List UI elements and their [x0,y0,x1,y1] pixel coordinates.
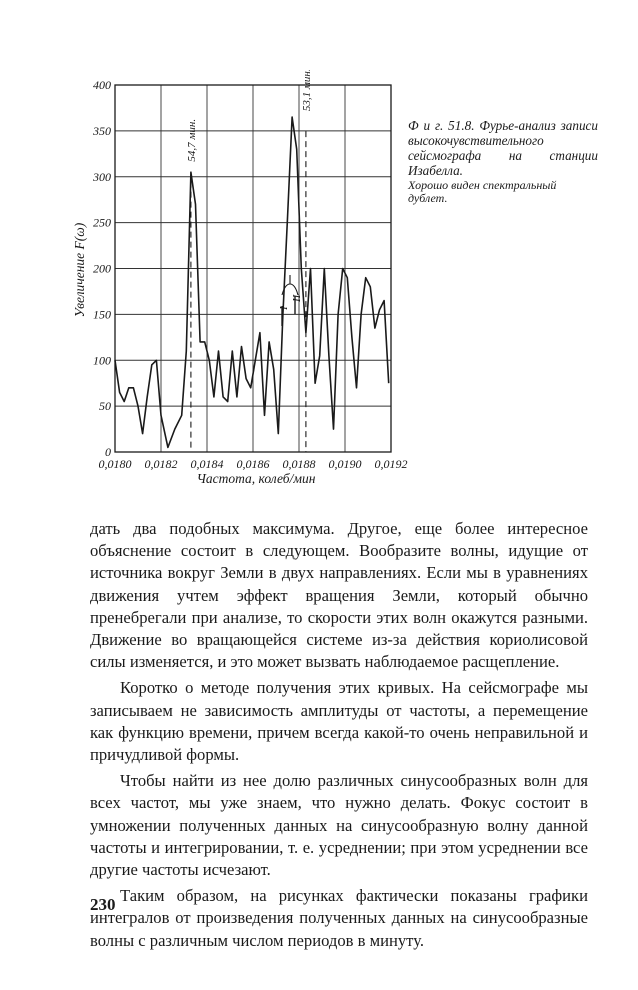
paragraph-1: дать два подобных максимума. Другое, еще более интересное объяснение состоит в следующем. Вообразите волны, идущие от источника вокруг Земли в двух направлениях. Если мы в уравнениях движения учтем эффект вращения Земли, который обычно пренебрегали при анализе, то скорости этих волн окажутся разными. Движение во вращающейся системе из-за действия кориолисовой силы изменяется, и это может вызвать наблюдаемое расщепление. [90,519,588,672]
x-tick-label: 0,0180 [98,457,132,471]
y-axis-label: Увеличение F(ω) [72,222,87,318]
y-tick-label: 350 [93,123,111,138]
body-text [90,518,588,956]
figure-51-8 [70,70,410,490]
paragraph-4: Таким образом, на рисунках фактически показаны графики интегралов от произведения полученных данных на синусообразные волны с различным числом периодов в минуту. [90,886,588,950]
y-tick-label: 100 [93,353,111,368]
x-tick-label: 0,0182 [144,457,178,471]
mark-i-label: I [278,306,290,310]
caption-title: Ф и г. 51.8. Фурье-анализ записи высокочувствительного сейсмографа на станции Изабелла. [408,118,598,178]
spectrum-chart [70,70,410,490]
y-tick-label: 300 [93,169,111,184]
y-tick-label: 200 [93,261,111,276]
x-tick-label: 0,0192 [374,457,408,471]
peak-period-label: 53,1 мин. [300,70,313,112]
x-tick-label: 0,0188 [282,457,316,471]
figure-caption [408,118,598,205]
x-tick-label: 0,0186 [236,457,270,471]
peak-period-label: 54,7 мин. [185,118,198,162]
x-axis-label: Частота, колеб/мин [196,471,316,486]
x-tick-label: 0,0184 [190,457,224,471]
paragraph-2: Коротко о методе получения этих кривых. На сейсмографе мы записываем не зависимость амплитуды от частоты, а перемещение как функцию времени, причем всегда какой-то очень неправильной и причудливой формы. [90,678,588,765]
paragraph-3: Чтобы найти из нее долю различных синусообразных волн для всех частот, мы уже знаем, что нужно делать. Фокус состоит в умножении полученных данных на синусообразную волну данной частоты и интегрировании, т. е. усреднении; при этом усреднении все другие частоты исчезают. [90,771,588,880]
y-tick-label: 0 [105,445,111,459]
mark-ii-label: II [291,294,303,302]
page-number: 230 [90,895,116,914]
y-tick-label: 50 [99,399,111,414]
caption-note: Хорошо виден спектральный дублет. [408,178,557,205]
x-tick-label: 0,0190 [328,457,362,471]
y-tick-label: 150 [93,307,111,322]
y-tick-label: 250 [93,215,111,230]
spectrum-line [115,117,389,447]
y-tick-label: 400 [93,78,111,92]
